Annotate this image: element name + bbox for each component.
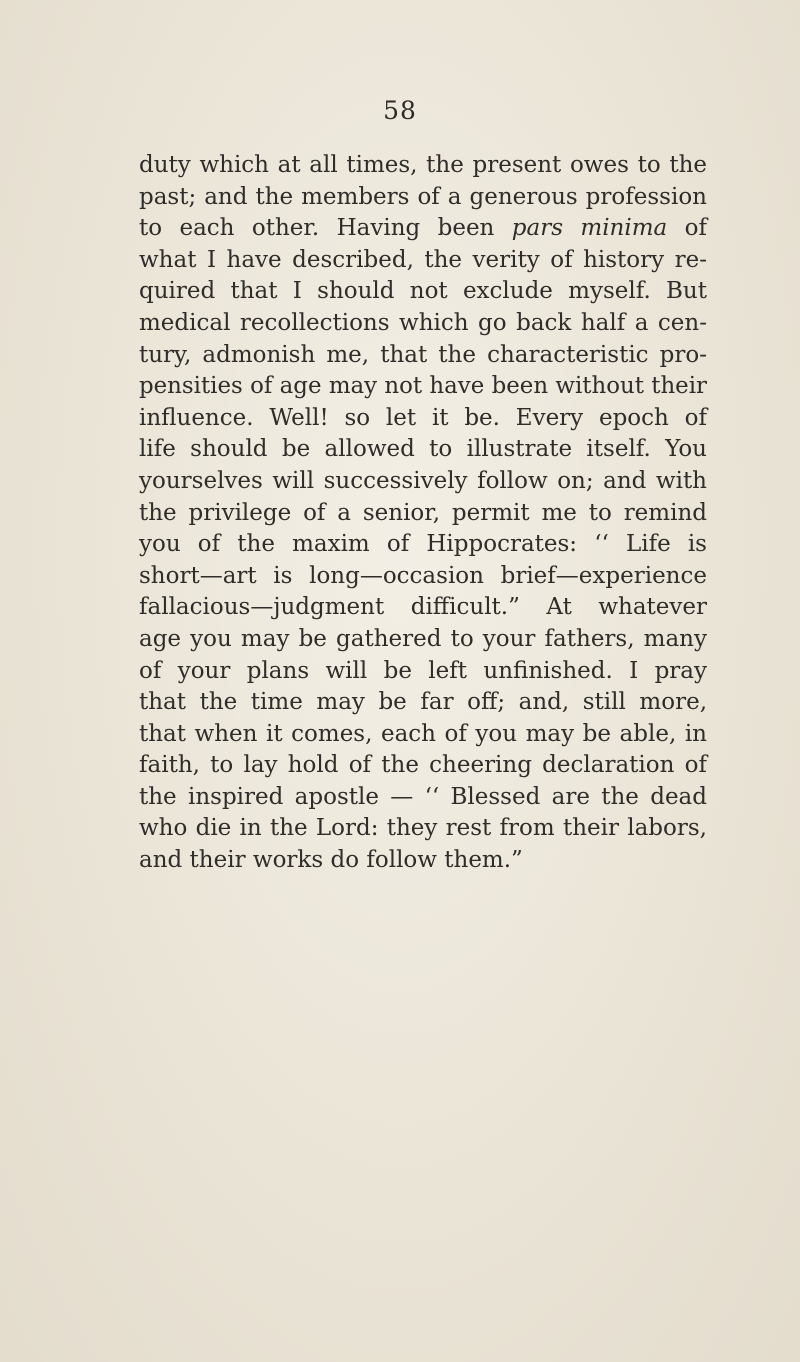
text-line: of your plans will be left unfinished. I pray: [139, 657, 707, 684]
text-line: who die in the Lord: they rest from their labors,: [139, 815, 707, 842]
text-line: the inspired apostle — ‘‘ Blessed are the dead: [139, 783, 707, 810]
text-line: fallacious—judgment difficult.” At whatever: [139, 594, 707, 621]
text-line-end: of: [667, 215, 707, 242]
text-line: life should be allowed to illustrate itself. You: [139, 436, 707, 463]
body-text: [139, 150, 707, 877]
text-line: quired that I should not exclude myself. But: [139, 278, 707, 305]
text-line: medical recollections which go back half a cen-: [139, 309, 707, 336]
page-number: 58: [383, 96, 417, 125]
text-line-start: to each other. Having been: [139, 215, 512, 242]
text-line: what I have described, the verity of history re-: [139, 246, 707, 273]
text-line: that the time may be far off; and, still more,: [139, 689, 707, 716]
text-line: tury, admonish me, that the characteristic pro-: [139, 341, 707, 368]
text-line: short—art is long—occasion brief—experience: [139, 562, 707, 589]
text-line: that when it comes, each of you may be able, in: [139, 720, 707, 747]
text-line: you of the maxim of Hippocrates: ‘‘ Life is: [139, 531, 707, 558]
text-line: [139, 213, 707, 245]
text-line: yourselves will successively follow on; and with: [139, 467, 707, 494]
text-line: influence. Well! so let it be. Every epoch of: [139, 404, 707, 431]
text-line: and their works do follow them.”: [139, 847, 523, 874]
text-line: duty which at all times, the present owes to the: [139, 152, 707, 178]
text-line: pensities of age may not have been without their: [139, 373, 707, 400]
text-line: faith, to lay hold of the cheering declaration of: [139, 752, 707, 779]
text-line: age you may be gathered to your fathers, many: [139, 625, 707, 652]
text-line: past; and the members of a generous profession: [139, 183, 707, 210]
italic-phrase: pars minima: [511, 215, 668, 242]
text-line: the privilege of a senior, permit me to remind: [139, 499, 707, 526]
